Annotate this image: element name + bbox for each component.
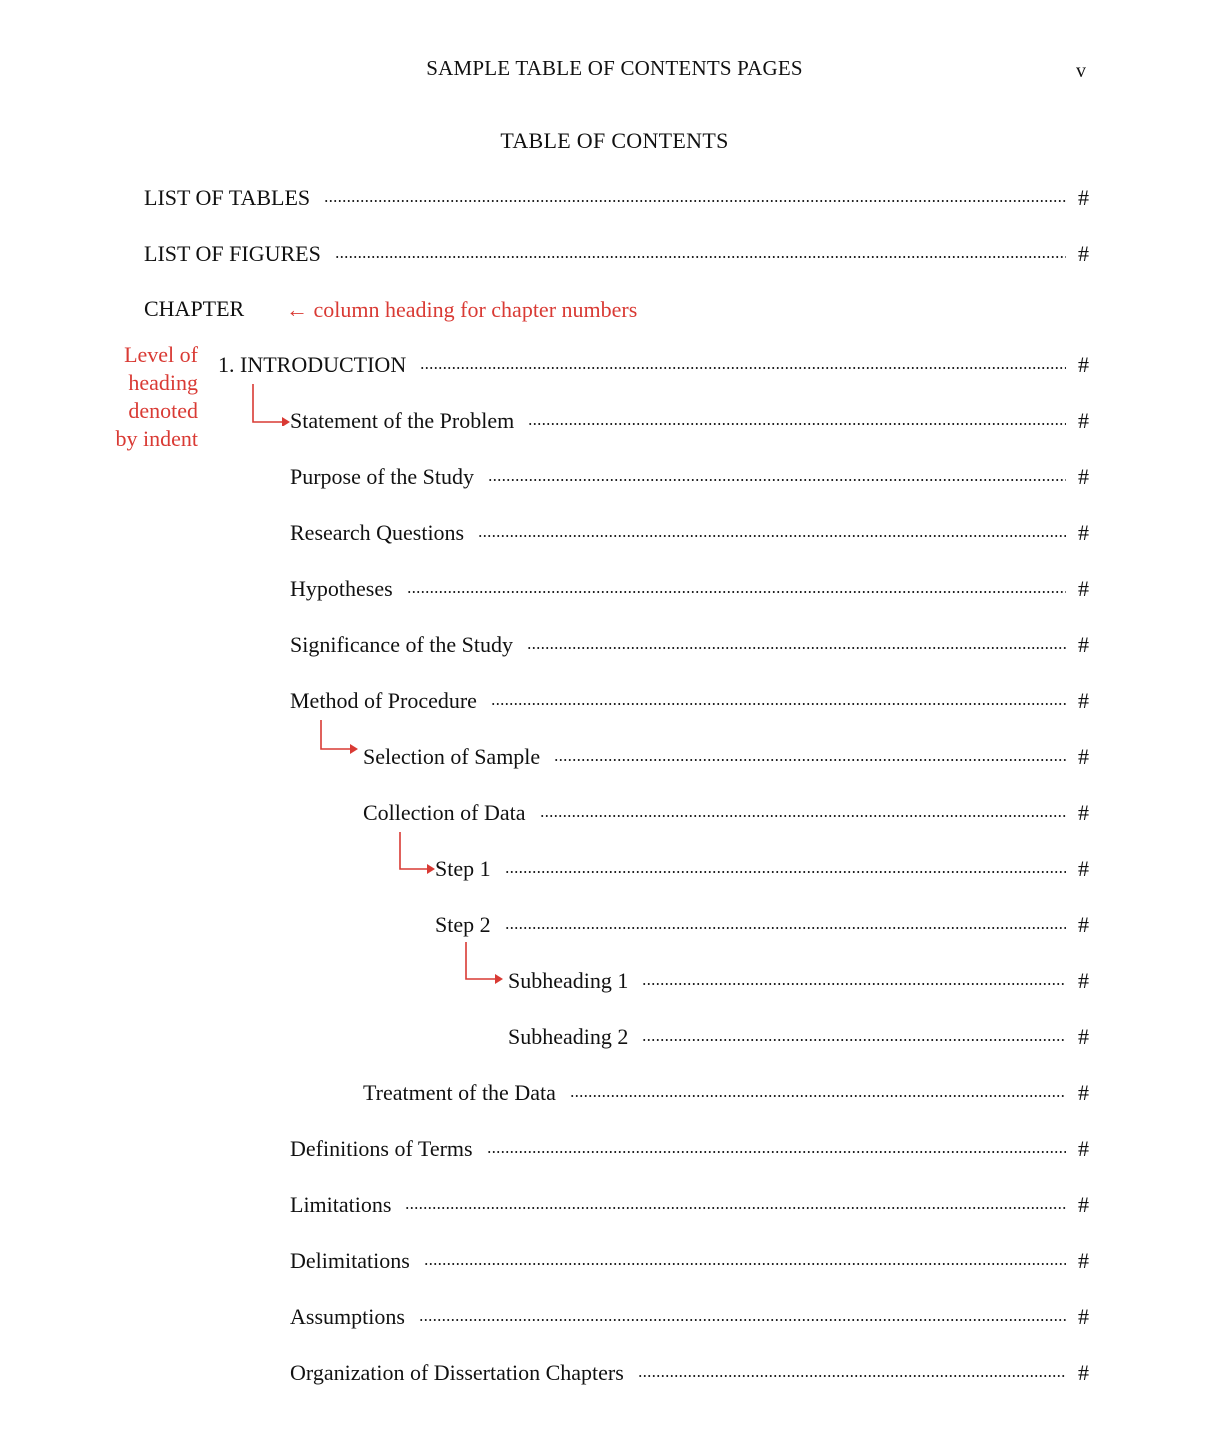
dot-leader	[540, 813, 1066, 819]
annotation-line: denoted	[128, 398, 198, 423]
dot-leader	[335, 254, 1066, 260]
dot-leader	[420, 365, 1066, 371]
annotation-line: Level of	[124, 342, 198, 367]
toc-page-number: #	[1078, 856, 1089, 881]
toc-page-number: #	[1078, 800, 1089, 825]
dot-leader	[419, 1317, 1066, 1323]
toc-page-number: #	[1078, 1080, 1089, 1105]
toc-entry-significance[interactable]	[0, 632, 1229, 662]
toc-entry-step-1[interactable]	[0, 856, 1229, 886]
toc-entry-statement-of-problem[interactable]	[0, 408, 1229, 438]
page-number: v	[1076, 60, 1086, 82]
dot-leader	[528, 421, 1066, 427]
toc-entry-label: Collection of Data	[363, 800, 526, 825]
toc-entry-label: Method of Procedure	[290, 688, 477, 713]
dot-leader	[424, 1261, 1066, 1267]
toc-page-number: #	[1078, 1360, 1089, 1385]
toc-entry-label: Step 1	[435, 856, 491, 881]
indent-arrow-icon	[248, 384, 292, 426]
toc-entry-list-of-tables[interactable]	[0, 185, 1229, 215]
toc-page-number: #	[1078, 576, 1089, 601]
indent-arrow-icon	[395, 832, 439, 874]
toc-entry-label: Subheading 2	[508, 1024, 629, 1049]
toc-page-number: #	[1078, 912, 1089, 937]
dot-leader	[405, 1205, 1066, 1211]
toc-entry-label: Research Questions	[290, 520, 465, 545]
toc-page-number: #	[1078, 1248, 1089, 1273]
toc-entry-subheading-1[interactable]	[0, 968, 1229, 998]
dot-leader	[491, 701, 1066, 707]
toc-entry-research-questions[interactable]	[0, 520, 1229, 550]
toc-entry-label: Treatment of the Data	[363, 1080, 556, 1105]
toc-entry-label: Purpose of the Study	[290, 464, 474, 489]
annotation-line: heading	[128, 370, 198, 395]
toc-entry-treatment-of-data[interactable]	[0, 1080, 1229, 1110]
toc-entry-label: Limitations	[290, 1192, 392, 1217]
toc-entry-collection-of-data[interactable]	[0, 800, 1229, 830]
dot-leader	[642, 981, 1066, 987]
dot-leader	[478, 533, 1066, 539]
toc-entry-label: Significance of the Study	[290, 632, 514, 657]
toc-entry-label: Subheading 1	[508, 968, 629, 993]
toc-entry-label: Delimitations	[290, 1248, 410, 1273]
dot-leader	[642, 1037, 1066, 1043]
toc-entry-hypotheses[interactable]	[0, 576, 1229, 606]
dot-leader	[505, 869, 1066, 875]
toc-page-number: #	[1078, 1192, 1089, 1217]
dot-leader	[487, 1149, 1066, 1155]
dot-leader	[324, 198, 1066, 204]
toc-entry-list-of-figures[interactable]	[0, 241, 1229, 271]
toc-page-number: #	[1078, 352, 1089, 377]
toc-entry-label: LIST OF FIGURES	[144, 241, 321, 266]
toc-entry-definitions[interactable]	[0, 1136, 1229, 1166]
toc-page-number: #	[1078, 688, 1089, 713]
dot-leader	[407, 589, 1066, 595]
dot-leader	[554, 757, 1066, 763]
toc-entry-purpose[interactable]	[0, 464, 1229, 494]
toc-entry-introduction[interactable]	[0, 352, 1229, 382]
toc-entry-step-2[interactable]	[0, 912, 1229, 942]
toc-entry-assumptions[interactable]	[0, 1304, 1229, 1334]
dot-leader	[488, 477, 1066, 483]
toc-page-number: #	[1078, 185, 1089, 210]
header-title: SAMPLE TABLE OF CONTENTS PAGES	[426, 56, 803, 80]
toc-entry-label: LIST OF TABLES	[144, 185, 311, 210]
indent-arrow-icon	[461, 942, 505, 984]
toc-page-number: #	[1078, 632, 1089, 657]
column-heading-annotation: ← column heading for chapter numbers	[286, 297, 638, 322]
toc-page-number: #	[1078, 241, 1089, 266]
toc-page-number: #	[1078, 968, 1089, 993]
toc-entry-selection-of-sample[interactable]	[0, 744, 1229, 774]
dot-leader	[527, 645, 1066, 651]
dot-leader	[505, 925, 1066, 931]
toc-entry-label: 1. INTRODUCTION	[218, 352, 407, 377]
dot-leader	[570, 1093, 1066, 1099]
chapter-column-heading: CHAPTER	[144, 296, 245, 321]
toc-page-number: #	[1078, 408, 1089, 433]
toc-title: TABLE OF CONTENTS	[500, 128, 729, 153]
toc-page-number: #	[1078, 1304, 1089, 1329]
dot-leader	[638, 1373, 1066, 1379]
toc-entry-label: Hypotheses	[290, 576, 393, 601]
toc-entry-method-of-procedure[interactable]	[0, 688, 1229, 718]
toc-entry-organization[interactable]	[0, 1360, 1229, 1390]
annotation-line: by indent	[115, 426, 198, 451]
toc-entry-label: Organization of Dissertation Chapters	[290, 1360, 624, 1385]
toc-page-number: #	[1078, 464, 1089, 489]
indent-arrow-icon	[316, 720, 360, 762]
toc-page-number: #	[1078, 1024, 1089, 1049]
toc-entry-subheading-2[interactable]	[0, 1024, 1229, 1054]
toc-entry-label: Definitions of Terms	[290, 1136, 473, 1161]
toc-page-number: #	[1078, 520, 1089, 545]
toc-entry-label: Assumptions	[290, 1304, 405, 1329]
toc-entry-limitations[interactable]	[0, 1192, 1229, 1222]
toc-entry-label: Selection of Sample	[363, 744, 541, 769]
toc-entry-delimitations[interactable]	[0, 1248, 1229, 1278]
toc-entry-label: Step 2	[435, 912, 491, 937]
page-header	[0, 56, 1229, 86]
toc-page-number: #	[1078, 744, 1089, 769]
toc-page-number: #	[1078, 1136, 1089, 1161]
toc-entry-label: Statement of the Problem	[290, 408, 515, 433]
